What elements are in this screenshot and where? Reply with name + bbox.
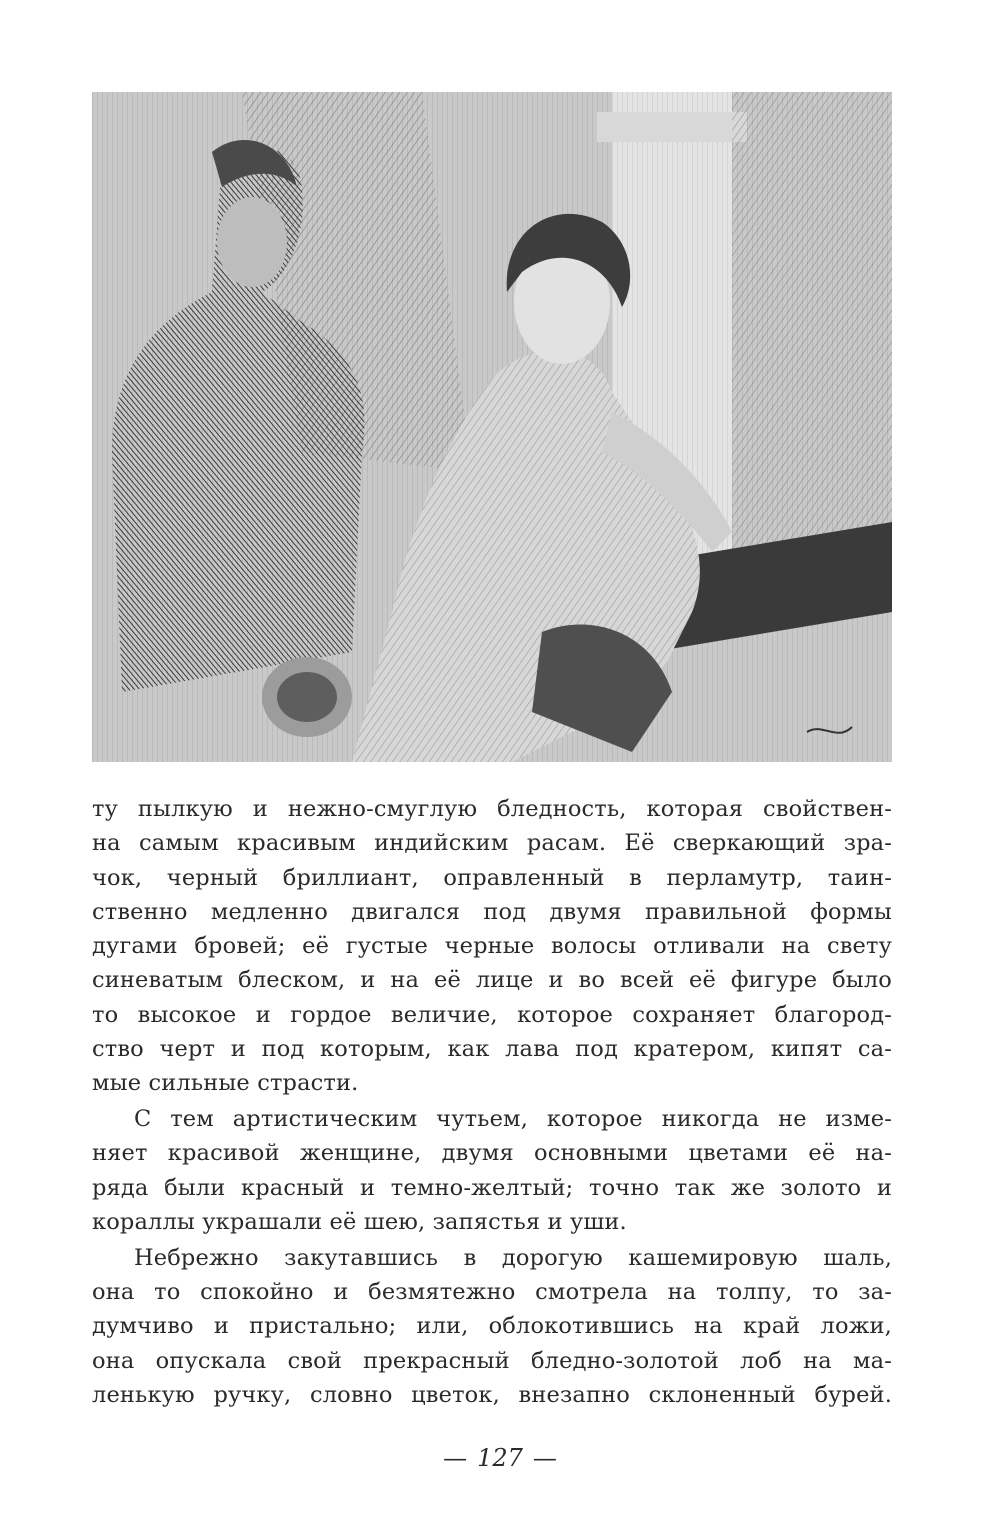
text-line: ственно медленно двигался под двумя правильной формы [92, 898, 892, 925]
page-number: 127 [477, 1444, 523, 1472]
text-line: то высокое и гордое величие, которое сохраняет благород- [92, 1001, 892, 1028]
page-number-dash-right: — [532, 1444, 557, 1472]
page-number-dash-left: — [443, 1444, 468, 1472]
text-line: синеватым блеском, и на её лице и во всей её фигуре было [92, 967, 892, 994]
text-line: думчиво и пристально; или, облокотившись на край ложи, [92, 1313, 892, 1340]
text-line: она опускала свой прекрасный бледно-золотой лоб на ма- [92, 1347, 892, 1374]
page-number-footer [0, 1444, 1000, 1472]
text-line: кораллы украшали её шею, запястья и уши. [92, 1209, 627, 1236]
engraving-drawing [92, 92, 892, 762]
text-line: С тем артистическим чутьем, которое никогда не изме- [134, 1106, 892, 1133]
text-line: на самым красивым индийским расам. Её сверкающий зра- [92, 830, 892, 857]
paragraph-1 [92, 792, 892, 1101]
text-line: ту пылкую и нежно-смуглую бледность, которая свойствен- [92, 796, 892, 822]
text-line: ряда были красный и темно-желтый; точно так же золото и [92, 1174, 892, 1201]
text-line: мые сильные страсти. [92, 1070, 359, 1097]
text-line: дугами бровей; её густые черные волосы отливали на свету [92, 933, 892, 960]
text-line: чок, черный бриллиант, оправленный в перламутр, таин- [92, 864, 892, 891]
body-text [92, 792, 892, 1412]
text-line: она то спокойно и безмятежно смотрела на толпу, то за- [92, 1279, 892, 1306]
text-line: няет красивой женщине, двумя основными цветами её на- [92, 1140, 892, 1167]
paragraph-2 [92, 1102, 892, 1239]
paragraph-3 [92, 1241, 892, 1412]
text-line: ленькую ручку, словно цветок, внезапно склоненный бурей. [92, 1382, 892, 1409]
engraving-illustration [92, 92, 892, 762]
text-line: ство черт и под которым, как лава под кратером, кипят са- [92, 1036, 892, 1063]
text-line: Небрежно закутавшись в дорогую кашемировую шаль, [134, 1244, 892, 1271]
